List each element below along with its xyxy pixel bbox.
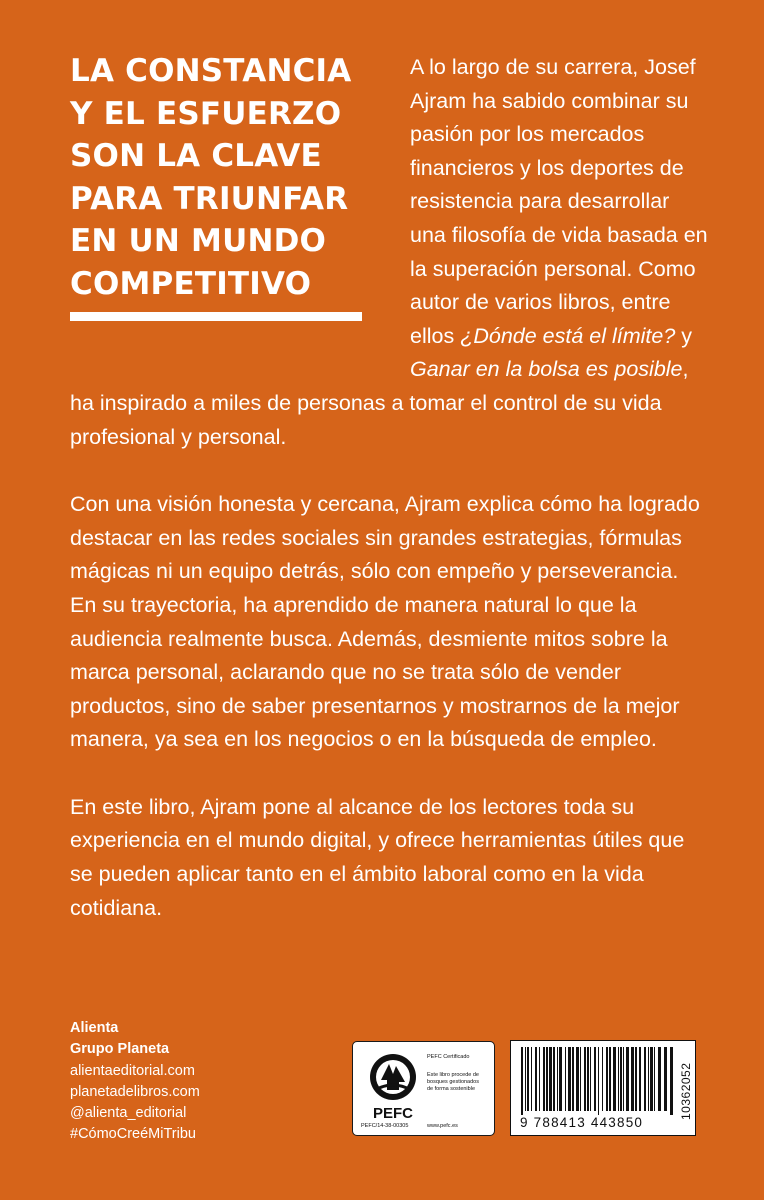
- publisher-link[interactable]: alientaeditorial.com: [70, 1062, 195, 1079]
- publisher-info: [70, 1018, 200, 1146]
- headline-line: PARA TRIUNFAR: [70, 180, 349, 217]
- paragraph-author: A lo largo de su carrera, Josef Ajram ha sabido combinar su pasión por los mercados financieros y los deportes de resistencia para desarrollar una filosofía de vida basada en la superación personal. Como autor de varios libros, entre ellos ¿Dónde está el límite? y Ganar en la bolsa es posible, ha inspirado a miles de personas a tomar el control de su vida profesional y personal.: [70, 55, 708, 449]
- pefc-code: PEFC/14-38-00305: [361, 1123, 409, 1129]
- headline-line: EN UN MUNDO: [70, 223, 327, 259]
- barcode-bars: [517, 1047, 677, 1115]
- pefc-desc-line: Este libro procede de: [427, 1072, 479, 1078]
- headline-line: Y EL ESFUERZO: [70, 95, 342, 132]
- book-title: Ganar en la bolsa es posible: [410, 357, 683, 382]
- book-title: ¿Dónde está el límite?: [460, 323, 676, 348]
- headline-line: SON LA CLAVE: [70, 138, 322, 174]
- publisher-link[interactable]: planetadelibros.com: [70, 1083, 200, 1100]
- headline-line: COMPETITIVO: [70, 265, 312, 302]
- pefc-tree-icon: [365, 1052, 421, 1124]
- pefc-desc-line: bosques gestionados: [427, 1079, 479, 1085]
- pefc-desc-line: de forma sostenible: [427, 1086, 475, 1092]
- imprint-name: Alienta: [70, 1020, 119, 1036]
- pefc-certification: [352, 1041, 495, 1136]
- synopsis: [70, 51, 710, 959]
- barcode-side-code: 10362052: [679, 1062, 693, 1120]
- headline-line: LA CONSTANCIA: [70, 53, 352, 89]
- hashtag: #CómoCreéMiTribu: [70, 1126, 196, 1143]
- isbn-barcode: [510, 1040, 696, 1136]
- pefc-logo-text: PEFC: [372, 1105, 414, 1122]
- pefc-website: www.pefc.es: [427, 1123, 458, 1129]
- isbn-digits: 9 788413 443850: [520, 1115, 644, 1130]
- social-handle[interactable]: @alienta_editorial: [70, 1105, 187, 1122]
- barcode-side: [678, 1041, 695, 1134]
- paragraph-vision: Con una visión honesta y cercana, Ajram explica cómo ha logrado destacar en las redes sociales sin grandes estrategias, fórmulas mágicas ni un equipo detrás, sólo con empeño y perseverancia. En su trayectoria, ha aprendido de manera natural lo que la audiencia realmente busca. Además, desmiente mitos sobre la marca personal, aclarando que no se trata sólo de vender productos, sino de saber presentarnos y mostrarnos de la mejor manera, ya sea en los negocios o en la búsqueda de empleo.: [70, 492, 700, 752]
- paragraph-book: En este libro, Ajram pone al alcance de los lectores toda su experiencia en el mundo digital, y ofrece herramientas útiles que se pueden aplicar tanto en el ámbito laboral como en la vida cotidiana.: [70, 794, 685, 920]
- pefc-certified: PEFC Certificado: [427, 1054, 470, 1060]
- group-name: Grupo Planeta: [70, 1041, 170, 1058]
